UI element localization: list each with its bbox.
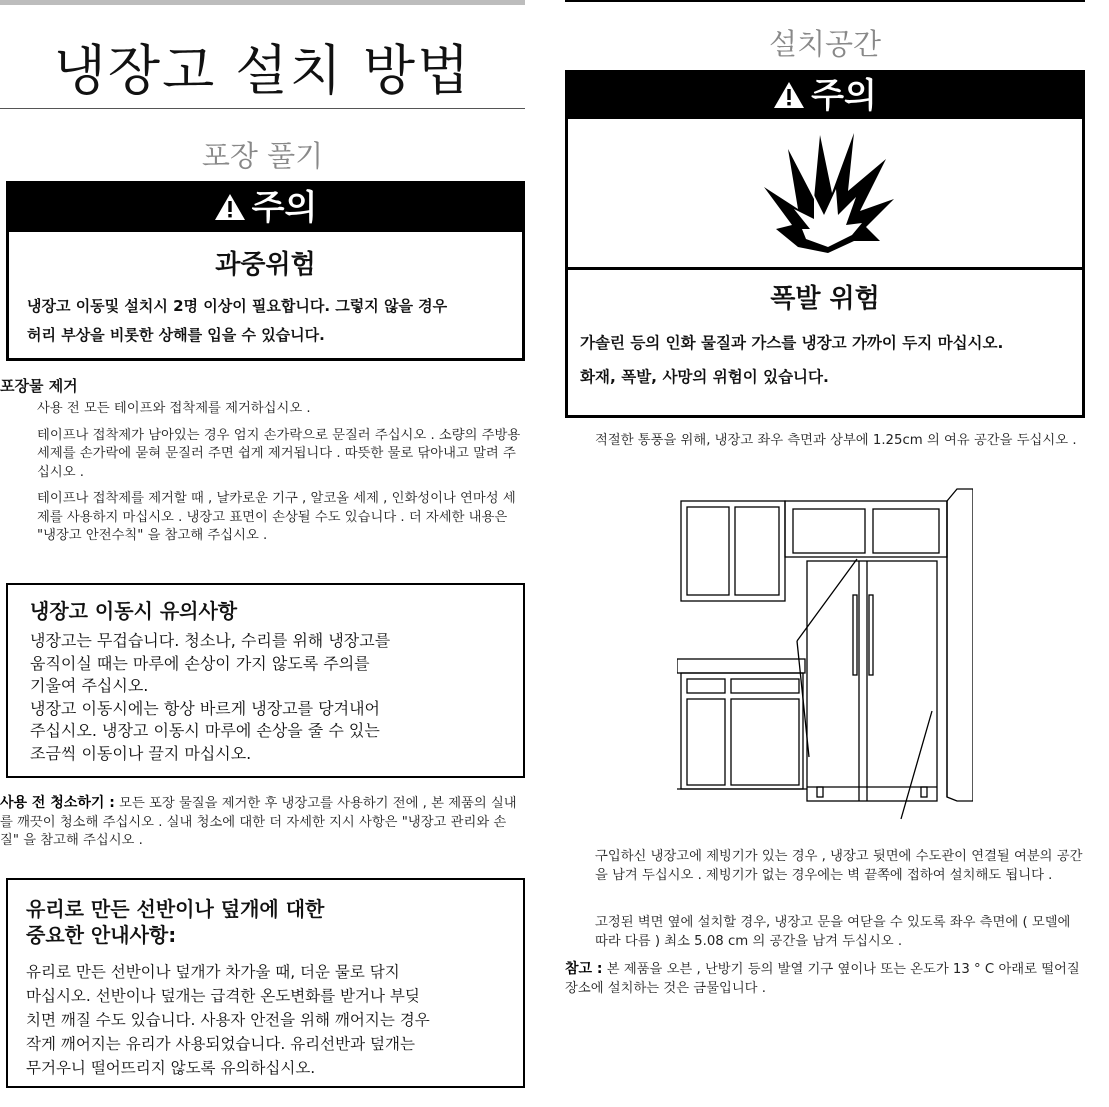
divider	[0, 108, 525, 109]
box-line: 무거우니 떨어뜨리지 않도록 유의하십시오.	[26, 1059, 316, 1077]
caution-header	[568, 73, 1082, 119]
remove-packaging-text	[37, 400, 525, 554]
page-title: 냉장고 설치 방법	[53, 39, 472, 102]
caution-text-line: 가솔린 등의 인화 물질과 가스를 냉장고 가까이 두지 마십시오.	[580, 334, 1004, 352]
caution-text-line: 허리 부상을 비롯한 상해를 입을 수 있습니다.	[27, 326, 325, 344]
caution-header	[9, 184, 522, 232]
paragraph: 테이프나 접착제를 제거할 때 , 날카로운 기구 , 알코올 세제 , 인화성이나 연마성 세제를 사용하지 마십시오 . 냉장고 표면이 손상될 수도 있습니다 . 더 자세한 내용은 "냉장고 안전수칙" 을 참고해 주십시오 .	[37, 491, 516, 543]
box-line: 움직이실 때는 마루에 손상이 가지 않도록 주의를	[30, 653, 370, 673]
box-line: 조금씩 이동이나 끌지 마십시오.	[30, 743, 252, 763]
note-paragraph	[565, 960, 1085, 998]
cleaning-text: 모든 포장 물질을 제거한 후 냉장고를 사용하기 전에 , 본 제품의 실내를 깨끗이 청소해 주십시오 . 실내 청소에 대한 더 자세한 지시 사항은 "냉장고 관리와 손질" 을 참고해 주십시오 .	[0, 796, 517, 848]
section-title-unpacking: 포장 풀기	[201, 139, 324, 173]
explosion-icon	[758, 129, 898, 257]
box-line: 냉장고 이동시에는 항상 바르게 냉장고를 당겨내어	[30, 698, 381, 718]
hazard-title: 폭발 위험	[770, 284, 880, 314]
note-label: 참고 :	[565, 961, 603, 977]
box-line: 작게 깨어지는 유리가 사용되었습니다. 유리선반과 덮개는	[26, 1035, 415, 1053]
note-text: 본 제품을 오븐 , 난방기 등의 발열 기구 옆이나 또는 온도가 13 ° C 아래로 떨어질 장소에 설치하는 것은 금물입니다 .	[565, 962, 1080, 996]
caution-text-line: 냉장고 이동및 설치시 2명 이상이 필요합니다. 그렇지 않을 경우	[27, 297, 448, 315]
box-line: 치면 깨질 수도 있습니다. 사용자 안전을 위해 깨어지는 경우	[26, 1011, 430, 1029]
caution-text-line: 화재, 폭발, 사망의 위험이 있습니다.	[580, 368, 829, 386]
box-line: 냉장고는 무겁습니다. 청소나, 수리를 위해 냉장고를	[30, 631, 391, 650]
box-line: 기울여 주십시오.	[30, 676, 149, 695]
warning-icon	[214, 193, 246, 221]
paragraph: 사용 전 모든 테이프와 접착제를 제거하십시오 .	[37, 401, 311, 416]
cleaning-label: 사용 전 청소하기 :	[0, 795, 115, 811]
caution-label: 주의	[251, 188, 318, 228]
box-line: 마십시오. 선반이나 덮개는 급격한 온도변화를 받거나 부딪	[26, 987, 420, 1005]
box-title: 냉장고 이동시 유의사항	[30, 599, 238, 623]
glass-notice-box	[6, 878, 525, 1088]
installation-diagram	[677, 487, 973, 821]
box-title: 유리로 만든 선반이나 덮개에 대한	[26, 897, 325, 921]
heading-remove-packaging: 포장물 제거	[0, 377, 78, 395]
cleaning-paragraph	[0, 794, 525, 851]
moving-notice-box	[6, 583, 525, 778]
top-rule-left	[0, 0, 525, 5]
paragraph: 테이프나 접착제가 남아있는 경우 엄지 손가락으로 문질러 주십시오 . 소량의 주방용 세제를 손가락에 묻혀 문질러 주면 쉽게 제거됩니다 . 따뜻한 물로 닦아내고 말려 주십시오 .	[37, 427, 521, 480]
wall-clearance-text: 고정된 벽면 옆에 설치할 경우, 냉장고 문을 여닫을 수 있도록 좌우 측면에 ( 모델에 따라 다름 ) 최소 5.08 cm 의 공간을 남겨 두십시오 .	[595, 915, 1071, 949]
ice-maker-text: 구입하신 냉장고에 제빙기가 있는 경우 , 냉장고 뒷면에 수도관이 연결될 여분의 공간을 남겨 두십시오 . 제빙기가 없는 경우에는 벽 끝쪽에 접하여 설치해도 됩니다 .	[595, 849, 1083, 883]
caution-box-weight	[6, 181, 525, 361]
caution-box-explosion	[565, 70, 1085, 418]
caution-label: 주의	[811, 76, 877, 116]
top-rule-right	[565, 0, 1085, 2]
box-title: 중요한 안내사항:	[26, 923, 177, 947]
ventilation-text: 적절한 통풍을 위해, 냉장고 좌우 측면과 상부에 1.25cm 의 여유 공간을 두십시오 .	[595, 433, 1077, 448]
warning-icon	[773, 81, 805, 109]
explosion-symbol-area	[568, 119, 1082, 270]
hazard-title: 과중위험	[215, 250, 316, 280]
section-title-space: 설치공간	[768, 27, 882, 61]
box-line: 유리로 만든 선반이나 덮개가 차가울 때, 더운 물로 닦지	[26, 963, 400, 981]
box-line: 주십시오. 냉장고 이동시 마루에 손상을 줄 수 있는	[30, 721, 380, 740]
